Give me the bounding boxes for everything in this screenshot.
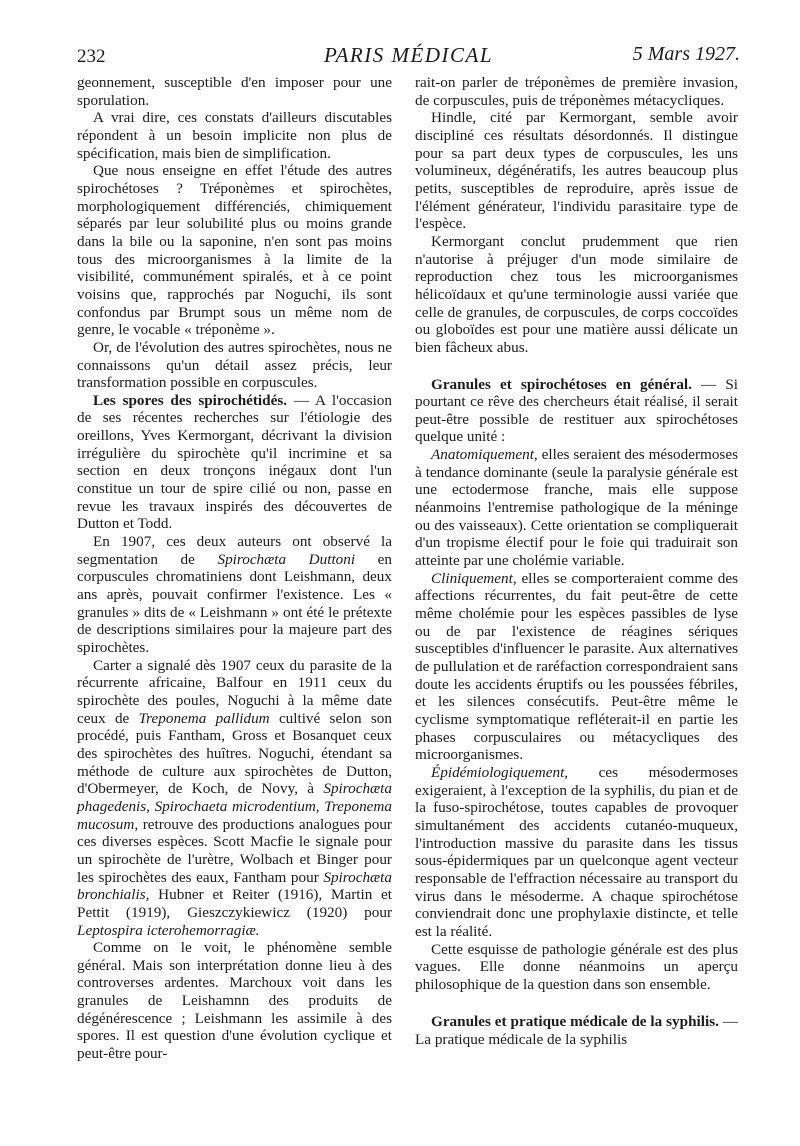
paragraph: Cette esquisse de pathologie générale est des plus vagues. Elle donne néanmoins un aperçu philosophique de la question dans son ensemble. — [415, 940, 738, 993]
species-name: Spirochæta phagedenis, Spirochaeta microdentium, Treponema mucosum, — [77, 780, 392, 833]
lead-term: Cliniquement, — [431, 569, 517, 587]
paragraph — [415, 446, 738, 570]
species-name: Spirochæta bronchialis, — [77, 868, 392, 904]
paragraph-text: — La pratique médicale de la syphilis — [415, 1013, 738, 1049]
paragraph: Hindle, cité par Kermorgant, semble avoir discipliné ces résultats désordonnés. Il distingue pour sa part deux types de corpuscules, les uns volumineux, dégénératifs, les autres beaucoup plus petits, susceptibles de reproduire, après issue de l'élément générateur, l'individu parasitaire type de l'espèce. — [415, 109, 738, 233]
paragraph-text: retrouve des productions analogues pour ces diverses espèces. Scott Macfie le signale pour un spirochète de l'urètre, Wolbach et Binger pour les spirochètes des eaux, Fantham pour — [77, 815, 392, 886]
paragraph-text: Hubner et Reiter (1916), Martin et Pettit (1919), Gieszczykiewicz (1920) pour — [77, 886, 392, 921]
lead-term: Épidémiologiquement, — [431, 763, 569, 781]
paragraph-text: En 1907, ces deux auteurs ont observé la segmentation de — [77, 533, 392, 568]
paragraph: Kermorgant conclut prudemment que rien n'autorise à préjuger d'un mode similaire de reproduction chez tous les microorganismes hélicoïdaux et qu'une terminologie aussi variée que celle de granules, de corpuscules, de corps coccoïdes ou globoïdes est pour une matière aussi délicate un bien fâcheux abus. — [415, 232, 738, 356]
paragraph: Que nous enseigne en effet l'étude des autres spirochétoses ? Tréponèmes et spirochètes, morphologiquement différenciés, chimiquement séparés par leur solubilité plus ou moins grande dans la bile ou la saponine, n'en sont pas moins tous des microorganismes à la limite de la visibilité, communément spiralés, et à ce point voisins que, rapprochés par Noguchi, ils sont confondus par Brumpt sous un même nom de genre, le vocable « tréponème ». — [77, 162, 392, 339]
species-name: Leptospira icterohemorragiæ. — [77, 921, 260, 939]
section-heading: Granules et pratique médicale de la syphilis. — [431, 1013, 719, 1031]
paragraph: A vrai dire, ces constats d'ailleurs discutables répondent à un besoin implicite non plus de spécification, mais bien de simplification. — [77, 109, 392, 162]
paragraph-text: elles se comporteraient comme des affections récurrentes, du fait peut-être de cette même cholémie pour les espèces passibles de lyse ou de par l'existence de réagines sériques susceptibles d'influencer le parasite. Aux alternatives de pullulation et de raréfaction correspondraient sans doute les accidents éruptifs ou les poussées fébriles, et les silences consécutifs. Peut-être même le cyclisme symptomatique refléterait-il en partie les phases corpusculaires ou métacycliques des microorganismes. — [415, 569, 738, 764]
paragraph — [415, 570, 738, 764]
species-name: Spirochæta Duttoni — [217, 550, 356, 568]
paragraph-text: en corpuscules chromatiniens dont Leishmann, deux ans après, pouvait confirmer l'existence. Les « granules » dits de « Leishmann » ont été le prétexte de descriptions similaires pour la majeure part des spirochètes. — [77, 550, 392, 656]
running-title: PARIS MÉDICAL — [323, 43, 493, 67]
paragraph-text: — Si pourtant ce rêve des chercheurs était réalisé, il serait peut-être possible de restituer aux spirochétoses quelque unité : — [415, 375, 738, 446]
paragraph — [77, 657, 392, 940]
paragraph: geonnement, susceptible d'en imposer pour une sporulation. — [77, 74, 392, 109]
paragraph: Or, de l'évolution des autres spirochètes, nous ne connaissons qu'un détail assez précis, leur transformation possible en corpuscules. — [77, 338, 392, 392]
paragraph-text: cultivé selon son procédé, puis Fantham, Gross et Bosanquet ceux des spirochètes des huîtres. Noguchi, étendant sa méthode de culture aux spirochètes de Dutton, d'Obermeyer, de Koch, de Novy, à — [77, 709, 392, 798]
paragraph — [77, 392, 392, 533]
lead-term: Anatomiquement, — [431, 446, 538, 464]
page-header — [77, 38, 740, 70]
left-column — [77, 74, 392, 1063]
paragraph — [415, 1013, 738, 1048]
right-column — [415, 74, 738, 1049]
paragraph — [77, 533, 392, 657]
paragraph — [415, 764, 738, 941]
paragraph — [415, 376, 738, 447]
page-number: 232 — [77, 46, 106, 67]
paragraph-text: elles seraient des mésodermoses à tendance dominante (seule la paralysie générale est une ectodermose franche, mais elle suppose néanmoins l'entremise pathologique de la méninge ou des vaisseaux). Cette orientation se compliquerait d'un tropisme électif pour le foie qui traduirait son atteinte par une cholémie variable. — [415, 446, 738, 570]
issue-date: 5 Mars 1927. — [632, 43, 740, 65]
paragraph-text: Carter a signalé dès 1907 ceux du parasite de la récurrente africaine, Balfour en 1911 ceux du spirochète des poules, Noguchi à la même date ceux de — [77, 656, 392, 727]
paragraph: Comme on le voit, le phénomène semble général. Mais son interprétation donne lieu à des controverses ardentes. Marchoux voit dans les granules de Leishamnn des produits de dégénérescence ; Leishmann les assimile à des spores. Il est question d'une évolution cyclique et peut-être pour- — [77, 939, 392, 1063]
paragraph-text: ces mésodermoses exigeraient, à l'exception de la syphilis, du pian et de la fuso-spirochétose, toutes capables de provoquer simultanément des accidents cutanéo-muqueux, l'introduction massive du parasite dans les tissus sous-épidermiques par un quelconque agent vecteur responsable de l'effraction nécessaire au transport du virus dans le mésoderme. A chaque spirochétose conviendrait donc une prophylaxie distincte, et telle est la réalité. — [415, 763, 738, 940]
species-name: Treponema pallidum — [138, 709, 270, 727]
section-heading: Granules et spirochétoses en général. — [431, 375, 692, 393]
paragraph: rait-on parler de tréponèmes de première invasion, de corpuscules, puis de tréponèmes métacycliques. — [415, 74, 738, 109]
paragraph-text: — A l'occasion de ses récentes recherches sur l'étiologie des oreillons, Yves Kermorgant, décrivant la division irrégulière du spirochète qu'il incrimine et sa section en deux tronçons inégaux dont l'un constitue un tour de spire cilié ou non, passe en revue les travaux inspirés des découvertes de Dutton et Todd. — [77, 391, 392, 533]
section-heading: Les spores des spirochétidés. — [93, 391, 288, 409]
